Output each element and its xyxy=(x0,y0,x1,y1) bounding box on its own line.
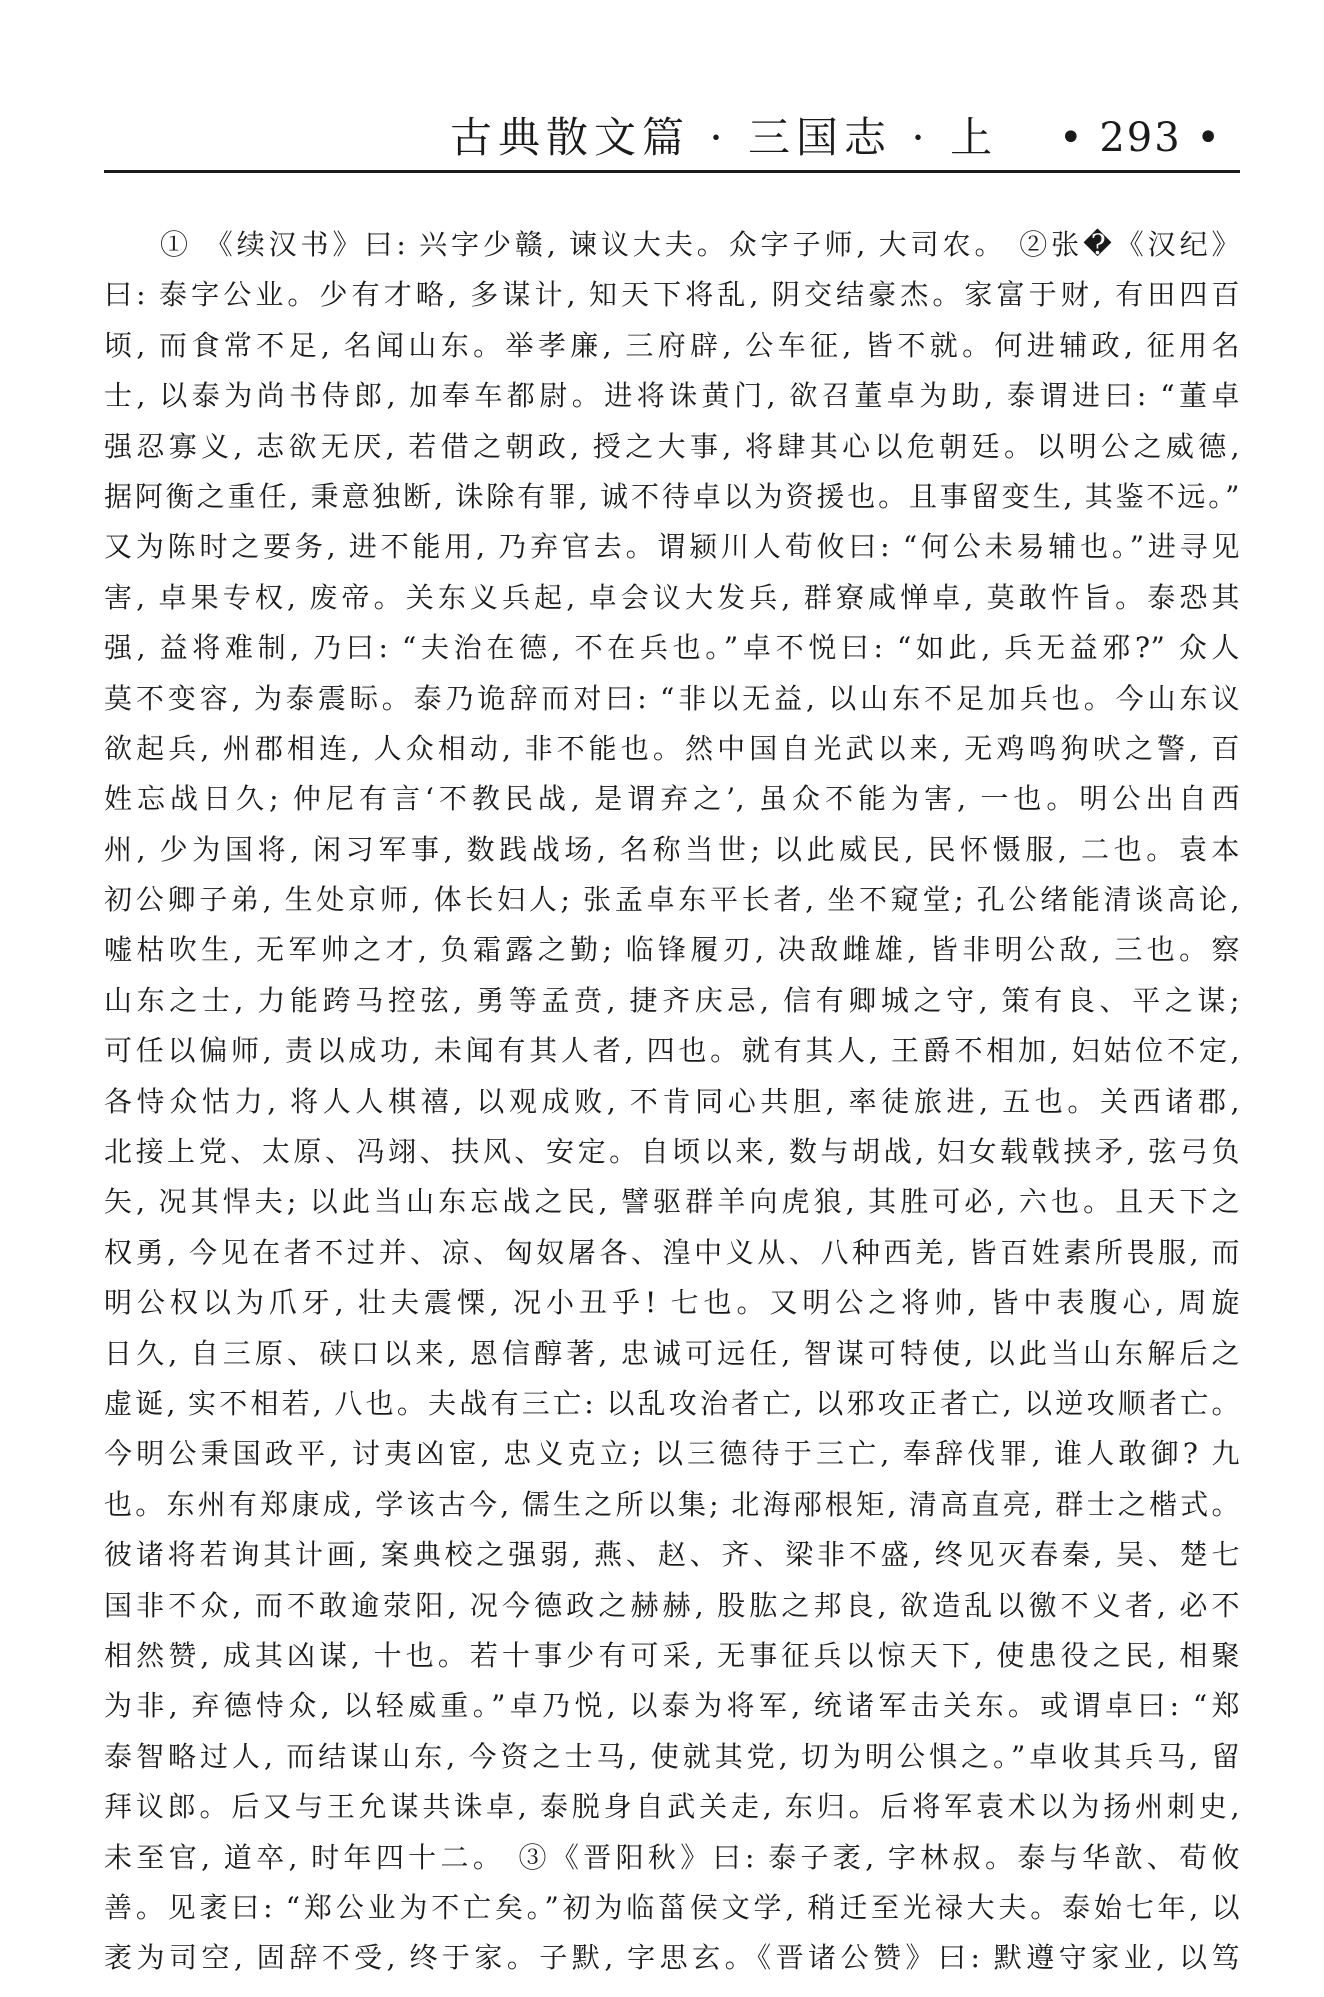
text-line: 为非, 弃德恃众, 以轻威重。”卓乃悦, 以泰为将军, 统诸军击关东。或谓卓曰: “郑 xyxy=(104,1689,1240,1723)
text-line: 欲起兵, 州郡相连, 人众相动, 非不能也。然中国自光武以来, 无鸡鸣狗吠之警, 百 xyxy=(104,731,1240,765)
text-line: 明公权以为爪牙, 壮夫震慄, 况小丑乎! 七也。又明公之将帅, 皆中表腹心, 周旋 xyxy=(104,1286,1240,1320)
running-header xyxy=(104,100,1240,173)
text-line: 国非不众, 而不敢逾荥阳, 况今德政之赫赫, 股肱之邦良, 欲造乱以徼不义者, 必不 xyxy=(104,1588,1240,1622)
text-line: 可任以偏师, 责以成功, 未闻有其人者, 四也。就有其人, 王爵不相加, 妇姑位不定, xyxy=(104,1034,1240,1068)
text-line: 相然赞, 成其凶谋, 十也。若十事少有可采, 无事征兵以惊天下, 使患役之民, 相聚 xyxy=(104,1638,1240,1672)
text-line: 未至官, 道卒, 时年四十二。 ③《晋阳秋》曰: 泰子袤, 字林叔。泰与华歆、荀攸 xyxy=(104,1840,1240,1874)
text-line: 虚诞, 实不相若, 八也。夫战有三亡: 以乱攻治者亡, 以邪攻正者亡, 以逆攻顺者亡。 xyxy=(104,1386,1240,1420)
text-line: ① 《续汉书》曰: 兴字少赣, 谏议大夫。众字子师, 大司农。 ②张�《汉纪》 xyxy=(160,228,1240,261)
text-line: 士, 以泰为尚书侍郎, 加奉车都尉。进将诛黄门, 欲召董卓为助, 泰谓进曰: “董卓 xyxy=(104,379,1240,413)
text-line: 据阿衡之重任, 秉意独断, 诛除有罪, 诚不待卓以为资援也。且事留变生, 其鉴不远。” xyxy=(104,479,1240,513)
text-line: 北接上党、太原、冯翊、扶风、安定。自顷以来, 数与胡战, 妇女载戟挟矛, 弦弓负 xyxy=(104,1135,1240,1169)
text-line: 嘘枯吹生, 无军帅之才, 负霜露之勤; 临锋履刃, 决敌雌雄, 皆非明公敌, 三也。察 xyxy=(104,933,1240,967)
text-line: 山东之士, 力能跨马控弦, 勇等孟贲, 捷齐庆忌, 信有卿城之守, 策有良、平之谋; xyxy=(104,983,1240,1017)
text-line: 初公卿子弟, 生处京师, 体长妇人; 张孟卓东平长者, 坐不窥堂; 孔公绪能清谈高论, xyxy=(104,883,1240,917)
text-line: 也。东州有郑康成, 学该古今, 儒生之所以集; 北海邴根矩, 清高直亮, 群士之楷式。 xyxy=(104,1487,1240,1521)
text-line: 善。见袤曰: “郑公业为不亡矣。”初为临菑侯文学, 稍迁至光禄大夫。泰始七年, 以 xyxy=(104,1890,1240,1924)
text-line: 又为陈时之要务, 进不能用, 乃弃官去。谓颍川人荀攸曰: “何公未易辅也。”进寻见 xyxy=(104,530,1240,564)
text-line: 州, 少为国将, 闲习军事, 数践战场, 名称当世; 以此威民, 民怀慑服, 二也。袁本 xyxy=(104,832,1240,866)
text-line: 日久, 自三原、硖口以来, 恩信醇著, 忠诚可远任, 智谋可特使, 以此当山东解后之 xyxy=(104,1336,1240,1370)
text-line: 权勇, 今见在者不过并、凉、匈奴屠各、湟中义从、八种西羌, 皆百姓素所畏服, 而 xyxy=(104,1235,1240,1269)
text-line: 各恃众怙力, 将人人棋禧, 以观成败, 不肯同心共胆, 率徒旅进, 五也。关西诸郡, xyxy=(104,1084,1240,1118)
text-line: 矢, 况其悍夫; 以此当山东忘战之民, 譬驱群羊向虎狼, 其胜可必, 六也。且天下之 xyxy=(104,1185,1240,1219)
text-line: 曰: 泰字公业。少有才略, 多谋计, 知天下将乱, 阴交结豪杰。家富于财, 有田四百 xyxy=(104,278,1240,312)
text-line: 泰智略过人, 而结谋山东, 今资之士马, 使就其党, 切为明公惧之。”卓收其兵马, 留 xyxy=(104,1739,1240,1773)
text-line: 莫不变容, 为泰震眎。泰乃诡辞而对曰: “非以无益, 以山东不足加兵也。今山东议 xyxy=(104,681,1240,715)
header-title: 古典散文篇 · 三国志 · 上 xyxy=(450,113,999,162)
text-line: 强, 益将难制, 乃曰: “夫治在德, 不在兵也。”卓不悦曰: “如此, 兵无益邪?” 众人 xyxy=(104,631,1240,665)
text-line: 彼诸将若询其计画, 案典校之强弱, 燕、赵、齐、梁非不盛, 终见灭春秦, 吴、楚七 xyxy=(104,1538,1240,1572)
annotation-body xyxy=(104,220,1240,1984)
text-line: 姓忘战日久; 仲尼有言‘不教民战, 是谓弃之’, 虽众不能为害, 一也。明公出自西 xyxy=(104,782,1240,816)
text-line: 强忍寡义, 志欲无厌, 若借之朝政, 授之大事, 将肆其心以危朝廷。以明公之威德, xyxy=(104,429,1240,463)
text-line: 袤为司空, 固辞不受, 终于家。子默, 字思玄。《晋诸公赞》曰: 默遵守家业, 以笃 xyxy=(104,1941,1240,1975)
text-line: 今明公秉国政平, 讨夷凶宦, 忠义克立; 以三德待于三亡, 奉辞伐罪, 谁人敢御? 九 xyxy=(104,1437,1240,1471)
text-line: 顷, 而食常不足, 名闻山东。举孝廉, 三府辟, 公车征, 皆不就。何进辅政, 征用名 xyxy=(104,328,1240,362)
text-line: 害, 卓果专权, 废帝。关东义兵起, 卓会议大发兵, 群寮咸惮卓, 莫敢忤旨。泰恐其 xyxy=(104,580,1240,614)
text-line: 拜议郎。后又与王允谋共诛卓, 泰脱身自武关走, 东归。后将军袁术以为扬州刺史, xyxy=(104,1790,1240,1824)
page-number: • 293 • xyxy=(1059,115,1222,161)
